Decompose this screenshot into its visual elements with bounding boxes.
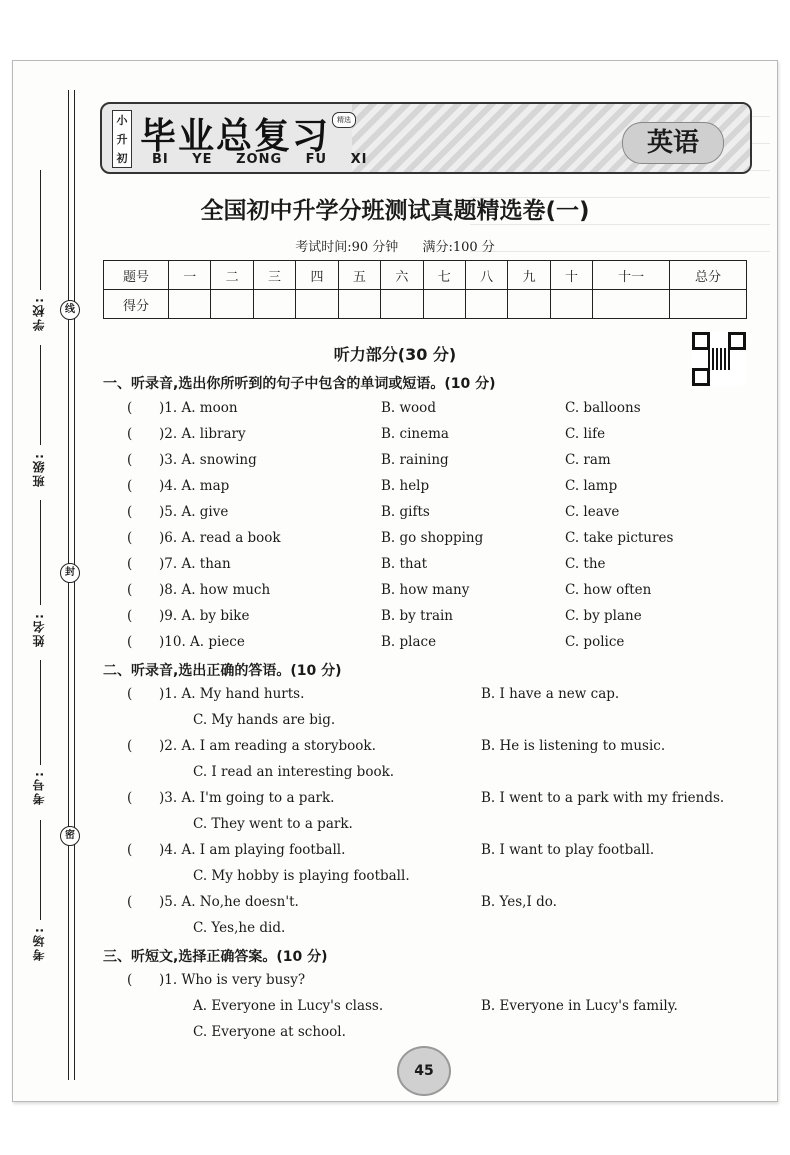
score-cell[interactable] (253, 290, 295, 319)
score-cell[interactable] (423, 290, 465, 319)
seal-line-icon: 线 (60, 300, 80, 320)
exam-full-score: 满分:100 分 (422, 240, 495, 255)
option-c: C. take pictures (565, 530, 674, 546)
header-banner (100, 102, 752, 174)
answer-paren: ( (127, 738, 133, 754)
option-a: )2. A. I am reading a storybook. (159, 738, 376, 754)
score-cell[interactable] (593, 290, 670, 319)
answer-paren: ( (127, 842, 133, 858)
option-c: C. by plane (565, 608, 642, 624)
logo-char: 小 (116, 114, 128, 128)
option-c: C. I read an interesting book. (193, 764, 395, 780)
school-label: 学校: (32, 296, 46, 331)
list-item (103, 972, 743, 996)
class-label: 班级: (32, 452, 46, 487)
list-item (103, 686, 743, 710)
option-b: B. that (381, 556, 428, 572)
option-c: C. ram (565, 452, 611, 468)
listening-section-title: 听力部分(30 分) (333, 345, 457, 364)
option-a: )2. A. library (159, 426, 246, 442)
option-b: B. I went to a park with my friends. (481, 790, 725, 806)
option-a: A. Everyone in Lucy's class. (193, 998, 384, 1014)
score-header-cell: 六 (381, 261, 423, 290)
score-table-header-row (104, 261, 747, 290)
part3-title: 三、听短文,选择正确答案。(10 分) (103, 949, 328, 965)
answer-paren: ( (127, 790, 133, 806)
option-a: )8. A. how much (159, 582, 271, 598)
score-header-cell: 五 (338, 261, 380, 290)
logo-box (112, 110, 132, 168)
answer-paren: ( (127, 634, 133, 650)
option-b: B. by train (381, 608, 454, 624)
option-b: B. how many (381, 582, 470, 598)
room-label: 考场: (32, 926, 46, 961)
option-c: C. leave (565, 504, 620, 520)
score-header-cell: 题号 (104, 261, 169, 290)
answer-paren: ( (127, 452, 133, 468)
option-a: )5. A. give (159, 504, 229, 520)
option-a: )9. A. by bike (159, 608, 250, 624)
part2-title: 二、听录音,选出正确的答语。(10 分) (103, 663, 342, 679)
answer-paren: ( (127, 686, 133, 702)
option-a: )5. A. No,he doesn't. (159, 894, 299, 910)
option-a: )4. A. I am playing football. (159, 842, 346, 858)
school-line (40, 170, 41, 290)
option-b: B. help (381, 478, 430, 494)
question-text: )1. Who is very busy? (159, 972, 306, 988)
banner-pinyin: BI YE ZONG FU XI (152, 152, 368, 167)
option-c: C. My hobby is playing football. (193, 868, 410, 884)
score-header-cell: 总分 (670, 261, 747, 290)
list-item (103, 998, 743, 1022)
option-b: B. go shopping (381, 530, 484, 546)
score-header-cell: 一 (169, 261, 211, 290)
answer-paren: ( (127, 972, 133, 988)
list-item (103, 478, 743, 502)
score-cell[interactable] (670, 290, 747, 319)
list-item (103, 426, 743, 450)
list-item (103, 582, 743, 606)
score-cell[interactable] (338, 290, 380, 319)
list-item (103, 712, 743, 736)
option-a: )1. A. My hand hurts. (159, 686, 305, 702)
score-cell[interactable] (465, 290, 507, 319)
option-c: C. Yes,he did. (193, 920, 286, 936)
option-b: B. I want to play football. (481, 842, 655, 858)
answer-paren: ( (127, 478, 133, 494)
answer-paren: ( (127, 530, 133, 546)
list-item (103, 920, 743, 944)
score-header-cell: 十一 (593, 261, 670, 290)
answer-paren: ( (127, 400, 133, 416)
score-cell[interactable] (508, 290, 550, 319)
list-item (103, 1024, 743, 1048)
number-line (40, 660, 41, 765)
list-item (103, 634, 743, 658)
score-header-cell: 十 (550, 261, 592, 290)
score-header-cell: 四 (296, 261, 338, 290)
answer-paren: ( (127, 556, 133, 572)
score-table (103, 260, 747, 319)
option-c: C. Everyone at school. (193, 1024, 346, 1040)
score-header-cell: 二 (211, 261, 253, 290)
list-item (103, 504, 743, 528)
option-b: B. He is listening to music. (481, 738, 666, 754)
option-a: )3. A. I'm going to a park. (159, 790, 335, 806)
option-b: B. cinema (381, 426, 449, 442)
answer-paren: ( (127, 608, 133, 624)
score-header-cell: 八 (465, 261, 507, 290)
answer-paren: ( (127, 504, 133, 520)
exam-title: 全国初中升学分班测试真题精选卷(一) (200, 198, 590, 224)
list-item (103, 608, 743, 632)
option-b: B. wood (381, 400, 436, 416)
score-header-cell: 三 (253, 261, 295, 290)
option-c: C. the (565, 556, 606, 572)
subject-badge: 英语 (622, 122, 724, 164)
list-item (103, 738, 743, 762)
score-row-label: 得分 (104, 290, 169, 319)
name-line (40, 500, 41, 605)
room-line (40, 820, 41, 920)
exam-meta (0, 236, 790, 255)
option-c: C. how often (565, 582, 652, 598)
list-item (103, 790, 743, 814)
score-cell[interactable] (550, 290, 592, 319)
option-c: C. My hands are big. (193, 712, 336, 728)
list-item (103, 452, 743, 476)
option-b: B. I have a new cap. (481, 686, 620, 702)
option-c: C. They went to a park. (193, 816, 353, 832)
option-b: B. Everyone in Lucy's family. (481, 998, 678, 1014)
list-item (103, 816, 743, 840)
option-b: B. Yes,I do. (481, 894, 557, 910)
option-c: C. police (565, 634, 625, 650)
option-a: )4. A. map (159, 478, 230, 494)
score-cell[interactable] (296, 290, 338, 319)
option-c: C. balloons (565, 400, 641, 416)
score-table-score-row (104, 290, 747, 319)
option-a: )7. A. than (159, 556, 231, 572)
score-header-cell: 七 (423, 261, 465, 290)
list-item (103, 894, 743, 918)
option-a: )3. A. snowing (159, 452, 257, 468)
score-cell[interactable] (211, 290, 253, 319)
logo-char: 升 (116, 132, 128, 146)
answer-paren: ( (127, 582, 133, 598)
option-c: C. life (565, 426, 606, 442)
list-item (103, 842, 743, 866)
option-c: C. lamp (565, 478, 618, 494)
list-item (103, 764, 743, 788)
list-item (103, 530, 743, 554)
answer-paren: ( (127, 426, 133, 442)
selected-badge: 精选 (332, 112, 356, 128)
name-label: 姓名: (32, 612, 46, 647)
part1-title: 一、听录音,选出你所听到的句子中包含的单词或短语。(10 分) (103, 376, 496, 392)
list-item (103, 400, 743, 424)
list-item (103, 556, 743, 580)
option-b: B. gifts (381, 504, 430, 520)
option-a: )6. A. read a book (159, 530, 281, 546)
score-header-cell: 九 (508, 261, 550, 290)
answer-paren: ( (127, 894, 133, 910)
logo-char: 初 (116, 151, 128, 165)
option-a: )10. A. piece (159, 634, 245, 650)
option-a: )1. A. moon (159, 400, 238, 416)
score-cell[interactable] (381, 290, 423, 319)
option-b: B. raining (381, 452, 449, 468)
score-cell[interactable] (169, 290, 211, 319)
number-label: 考号: (32, 770, 46, 805)
list-item (103, 868, 743, 892)
page-number: 45 (397, 1046, 451, 1096)
seal-seal-icon: 封 (60, 563, 80, 583)
exam-time: 考试时间:90 分钟 (295, 240, 399, 255)
banner-title: 毕业总复习 (140, 116, 331, 157)
seal-secret-icon: 密 (60, 826, 80, 846)
option-b: B. place (381, 634, 437, 650)
